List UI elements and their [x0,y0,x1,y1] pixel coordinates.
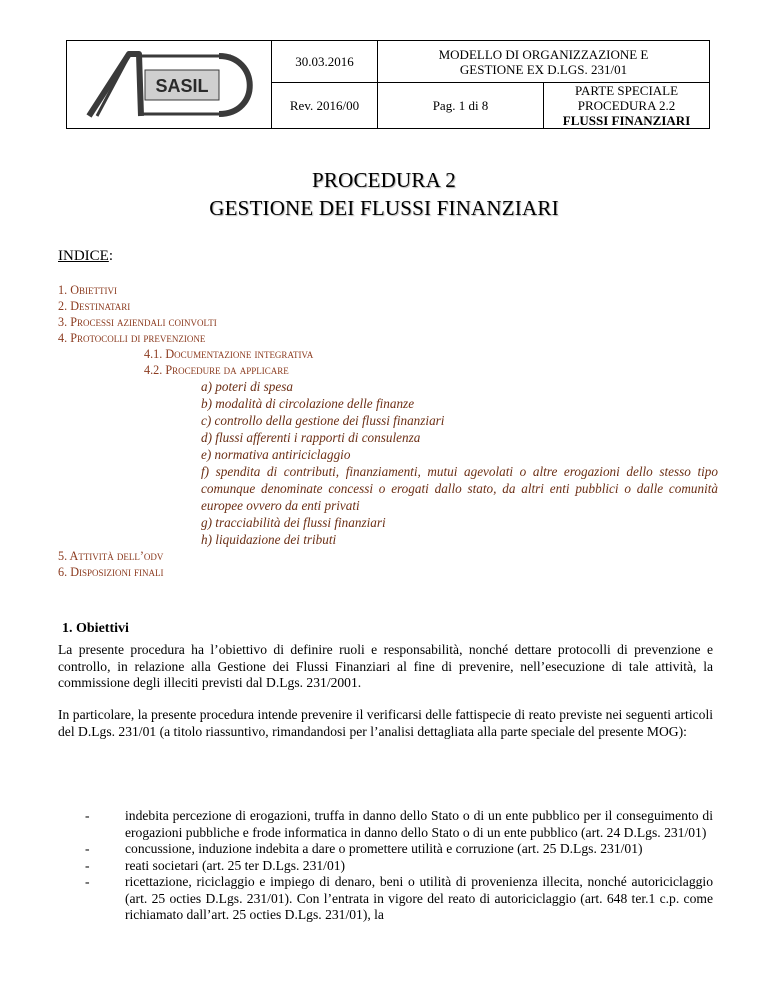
toc-procedure-e[interactable]: e) normativa antiriciclaggio [201,447,351,462]
toc-item-protocols[interactable]: 4. Protocolli di prevenzione [58,331,206,345]
toc-procedure-c[interactable]: c) controllo della gestione dei flussi finanziari [201,413,445,428]
index-label: INDICE [58,248,109,264]
toc-procedure-d[interactable]: d) flussi afferenti i rapporti di consulenza [201,430,421,445]
list-item: - reati societari (art. 25 ter D.Lgs. 231/01) [85,858,713,875]
list-item: - indebita percezione di erogazioni, truffa in danno dello Stato o di un ente pubblico per il conseguimento di erogazioni pubbliche e frode informatica in danno dello Stato o di un ente pubblico (art. 24 D.Lgs. 231/01) [85,808,713,841]
model-cell [378,41,710,83]
toc-subitem-procedures[interactable]: 4.2. Procedure da applicare [144,363,289,377]
model-line-2: GESTIONE EX D.LGS. 231/01 [459,61,628,77]
toc-procedure-h[interactable]: h) liquidazione dei tributi [201,532,337,547]
toc-procedure-a[interactable]: a) poteri di spesa [201,379,293,394]
date-cell: 30.03.2016 [272,41,378,83]
page-number-cell: Pag. 1 di 8 [378,83,544,129]
toc-item-objectives[interactable]: 1. Obiettivi [58,283,117,297]
part-line-2: PROCEDURA 2.2 [577,98,676,113]
toc-procedure-b[interactable]: b) modalità di circolazione delle finanze [201,396,415,411]
section-paragraph-1: La presente procedura ha l’obiettivo di definire ruoli e responsabilità, nonché dettare protocolli di prevenzione e controllo, in relazione alla Gestione dei Flussi Finanziari al fine di prevenire, nell’esecuzione di tale attività, la commissione degli illeciti previsti dal D.Lgs. 231/2001. [58,642,713,690]
table-of-contents [58,282,718,580]
company-logo-icon [69,42,269,124]
title-line-2: GESTIONE DEI FLUSSI FINANZIARI [209,196,559,220]
offence-list [85,808,713,924]
title-line-1: PROCEDURA 2 [312,168,456,192]
logo-cell [67,41,272,129]
toc-item-odv[interactable]: 5. Attività dell’odv [58,549,164,563]
section-paragraph-2: In particolare, la presente procedura intende prevenire il verificarsi delle fattispecie di reato previste nei seguenti articoli del D.Lgs. 231/01 (a titolo riassuntivo, rimandandosi per l’analisi dettagliata alla parte speciale del presente MOG): [58,707,713,739]
model-line-1: MODELLO DI ORGANIZZAZIONE E [438,46,649,62]
toc-subitem-documentation[interactable]: 4.1. Documentazione integrativa [144,347,314,361]
index-heading [58,248,113,265]
list-item: - concussione, induzione indebita a dare o promettere utilità e corruzione (art. 25 D.Lgs. 231/01) [85,841,713,858]
list-item: - ricettazione, riciclaggio e impiego di denaro, beni o utilità di provenienza illecita, nonché autoriciclaggio (art. 25 octies D.Lgs. 231/01). Con l’entrata in vigore del reato di autoriciclaggio (art. 648 ter.1 c.p. come richiamato dall’art. 25 octies D.Lgs. 231/01), la [85,874,713,924]
toc-procedure-g[interactable]: g) tracciabilità dei flussi finanziari [201,515,386,530]
toc-item-recipients[interactable]: 2. Destinatari [58,299,131,313]
special-part-cell [544,83,710,129]
toc-item-processes[interactable]: 3. Processi aziendali coinvolti [58,315,217,329]
toc-item-final[interactable]: 6. Disposizioni finali [58,565,164,579]
toc-procedure-f[interactable]: f) spendita di contributi, finanziamenti, mutui agevolati o altre erogazioni dello stesso tipo comunque denominate concessi o erogati dallo stato, da altri enti pubblici o dalle comunità europee ovvero da enti privati [201,464,718,513]
index-colon: : [108,248,113,264]
section-heading-objectives: 1. Obiettivi [62,621,129,636]
part-line-3: FLUSSI FINANZIARI [562,113,691,128]
logo-text: SASIL [155,76,209,96]
document-header-table [66,40,710,129]
part-line-1: PARTE SPECIALE [574,83,679,98]
revision-cell: Rev. 2016/00 [272,83,378,129]
